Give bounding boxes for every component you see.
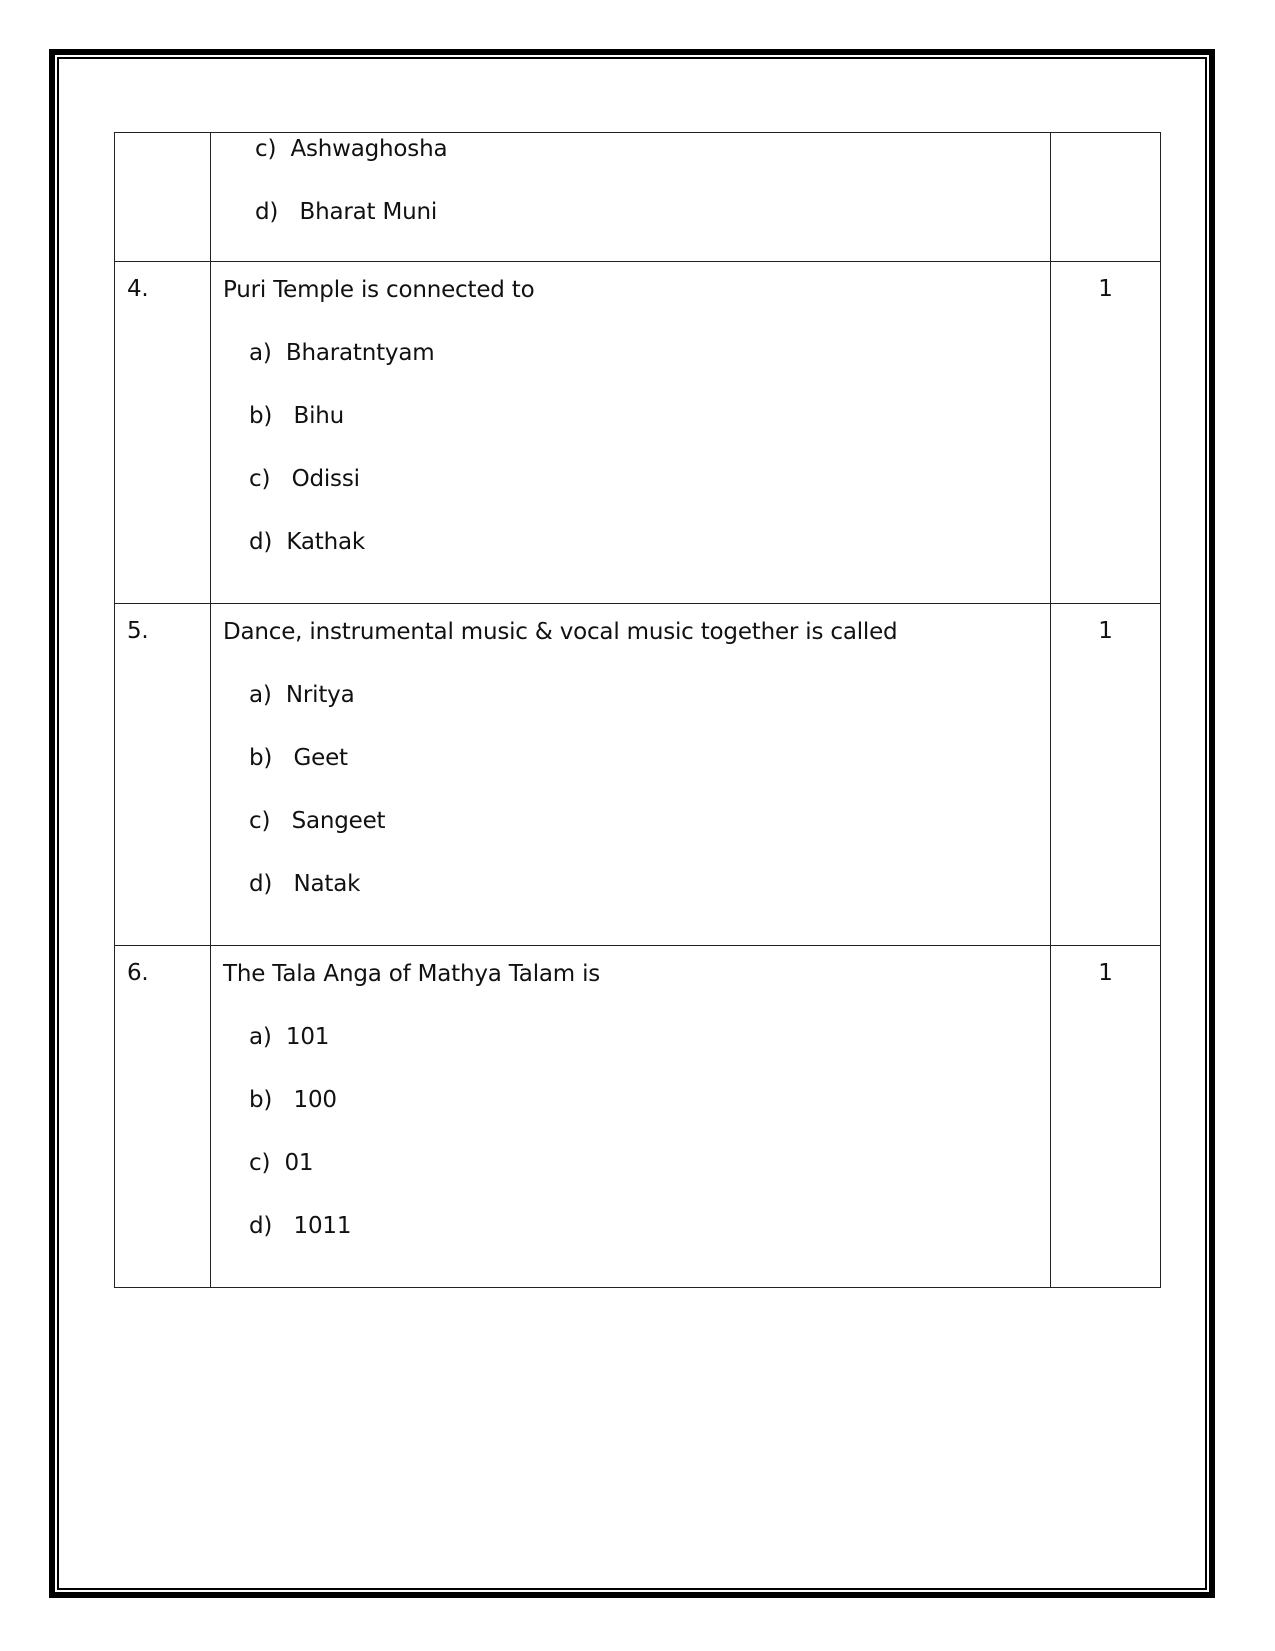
- marks-value: 1: [1051, 604, 1161, 946]
- option: [223, 339, 1050, 402]
- option: [223, 465, 1050, 528]
- option: [223, 402, 1050, 465]
- option: [223, 1212, 1050, 1275]
- option: [223, 1023, 1050, 1086]
- option-label: d): [249, 529, 273, 555]
- option-text: Nritya: [285, 682, 355, 708]
- option-label: d): [249, 1213, 273, 1239]
- option-label: c): [255, 136, 277, 162]
- table-row-question-5: [115, 604, 1161, 946]
- option-label: d): [255, 199, 279, 225]
- table-row-question-4: [115, 262, 1161, 604]
- option: [255, 135, 1050, 198]
- option-text: Bihu: [293, 403, 345, 429]
- marks-value: 1: [1051, 946, 1161, 1288]
- question-cell: [211, 946, 1051, 1288]
- option-text: Bharat Muni: [299, 199, 438, 225]
- question-number: 6.: [115, 946, 211, 1288]
- option-label: a): [249, 340, 272, 366]
- option-label: a): [249, 682, 272, 708]
- option: [223, 744, 1050, 807]
- question-cell: [211, 262, 1051, 604]
- marks-cell: [1051, 133, 1161, 262]
- option: [223, 528, 1050, 591]
- question-text: Puri Temple is connected to: [223, 277, 535, 303]
- question-number: 5.: [115, 604, 211, 946]
- option-text: Sangeet: [291, 808, 386, 834]
- option: [223, 681, 1050, 744]
- option: [223, 870, 1050, 933]
- question-text: The Tala Anga of Mathya Talam is: [223, 961, 601, 987]
- option-label: c): [249, 466, 271, 492]
- table-row-question-6: [115, 946, 1161, 1288]
- option-label: c): [249, 808, 271, 834]
- option-text: Bharatntyam: [285, 340, 435, 366]
- question-number: 4.: [115, 262, 211, 604]
- option-text: 01: [284, 1150, 314, 1176]
- question-cell: [211, 133, 1051, 262]
- question-text: Dance, instrumental music & vocal music together is called: [223, 619, 898, 645]
- table-row-continuation: [115, 133, 1161, 262]
- option: [223, 1149, 1050, 1212]
- option-text: 1011: [293, 1213, 352, 1239]
- option-text: 101: [285, 1024, 330, 1050]
- option: [223, 807, 1050, 870]
- number-cell: [115, 133, 211, 262]
- option-text: 100: [293, 1087, 337, 1113]
- option: [255, 198, 1050, 261]
- option-label: b): [249, 403, 273, 429]
- option-label: b): [249, 745, 273, 771]
- question-cell: [211, 604, 1051, 946]
- option-label: b): [249, 1087, 273, 1113]
- marks-value: 1: [1051, 262, 1161, 604]
- option-text: Geet: [293, 745, 348, 771]
- option-text: Ashwaghosha: [290, 136, 448, 162]
- option-text: Odissi: [291, 466, 360, 492]
- option-label: c): [249, 1150, 271, 1176]
- option: [223, 1086, 1050, 1149]
- question-table: [114, 132, 1161, 1288]
- option-label: a): [249, 1024, 272, 1050]
- option-text: Kathak: [286, 529, 366, 555]
- option-label: d): [249, 871, 273, 897]
- option-text: Natak: [293, 871, 361, 897]
